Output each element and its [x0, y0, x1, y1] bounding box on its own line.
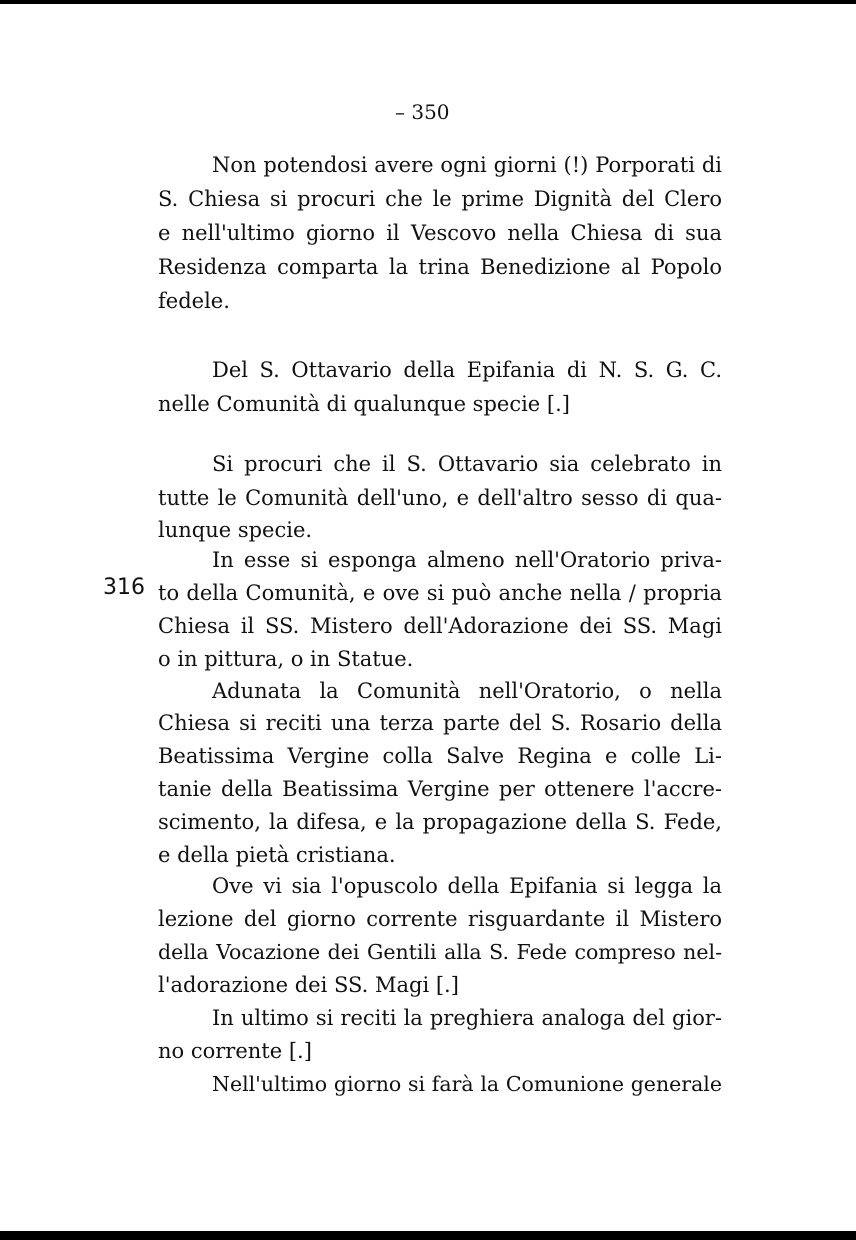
heading-line: nelle Comunità di qualunque specie [.]: [158, 392, 570, 416]
top-border: [0, 0, 856, 4]
text-line: Chiesa si reciti una terza parte del S. Rosario della: [158, 711, 722, 735]
text-line: In ultimo si reciti la preghiera analoga del gior-: [212, 1006, 722, 1030]
text-line: In esse si esponga almeno nell'Oratorio priva-: [212, 548, 722, 572]
text-line: Adunata la Comunità nell'Oratorio, o nella: [212, 679, 722, 703]
text-line: fedele.: [158, 289, 230, 313]
text-line: tanie della Beatissima Vergine per ottenere l'accre-: [158, 777, 722, 801]
margin-page-reference: 316: [103, 575, 145, 600]
text-line: l'adorazione dei SS. Magi [.]: [158, 973, 459, 997]
text-line: no corrente [.]: [158, 1039, 312, 1063]
text-line: Ove vi sia l'opuscolo della Epifania si legga la: [212, 874, 722, 898]
text-line: tutte le Comunità dell'uno, e dell'altro sesso di qua-: [158, 486, 722, 510]
text-line: Residenza comparta la trina Benedizione al Popolo: [158, 255, 722, 279]
text-line: Nell'ultimo giorno si farà la Comunione generale: [212, 1072, 722, 1096]
text-line: Beatissima Vergine colla Salve Regina e colle Li-: [158, 744, 722, 768]
text-line: S. Chiesa si procuri che le prime Dignità del Clero: [158, 187, 722, 211]
text-line: lunque specie.: [158, 518, 313, 542]
text-line: o in pittura, o in Statue.: [158, 647, 414, 671]
text-line: scimento, la difesa, e la propagazione della S. Fede,: [158, 810, 722, 834]
text-line: e della pietà cristiana.: [158, 843, 396, 867]
text-line: della Vocazione dei Gentili alla S. Fede compreso nel-: [158, 940, 722, 964]
page-number: – 350: [395, 100, 450, 124]
bottom-border: [0, 1231, 856, 1240]
text-line: to della Comunità, e ove si può anche nella / propria: [158, 581, 722, 605]
text-line: e nell'ultimo giorno il Vescovo nella Chiesa di sua: [158, 221, 722, 245]
text-line: lezione del giorno corrente risguardante il Mistero: [158, 907, 722, 931]
text-line: Si procuri che il S. Ottavario sia celebrato in: [212, 452, 722, 476]
text-line: Non potendosi avere ogni giorni (!) Porporati di: [212, 153, 722, 177]
text-line: Chiesa il SS. Mistero dell'Adorazione dei SS. Magi: [158, 614, 722, 638]
heading-line: Del S. Ottavario della Epifania di N. S. G. C.: [212, 358, 722, 382]
